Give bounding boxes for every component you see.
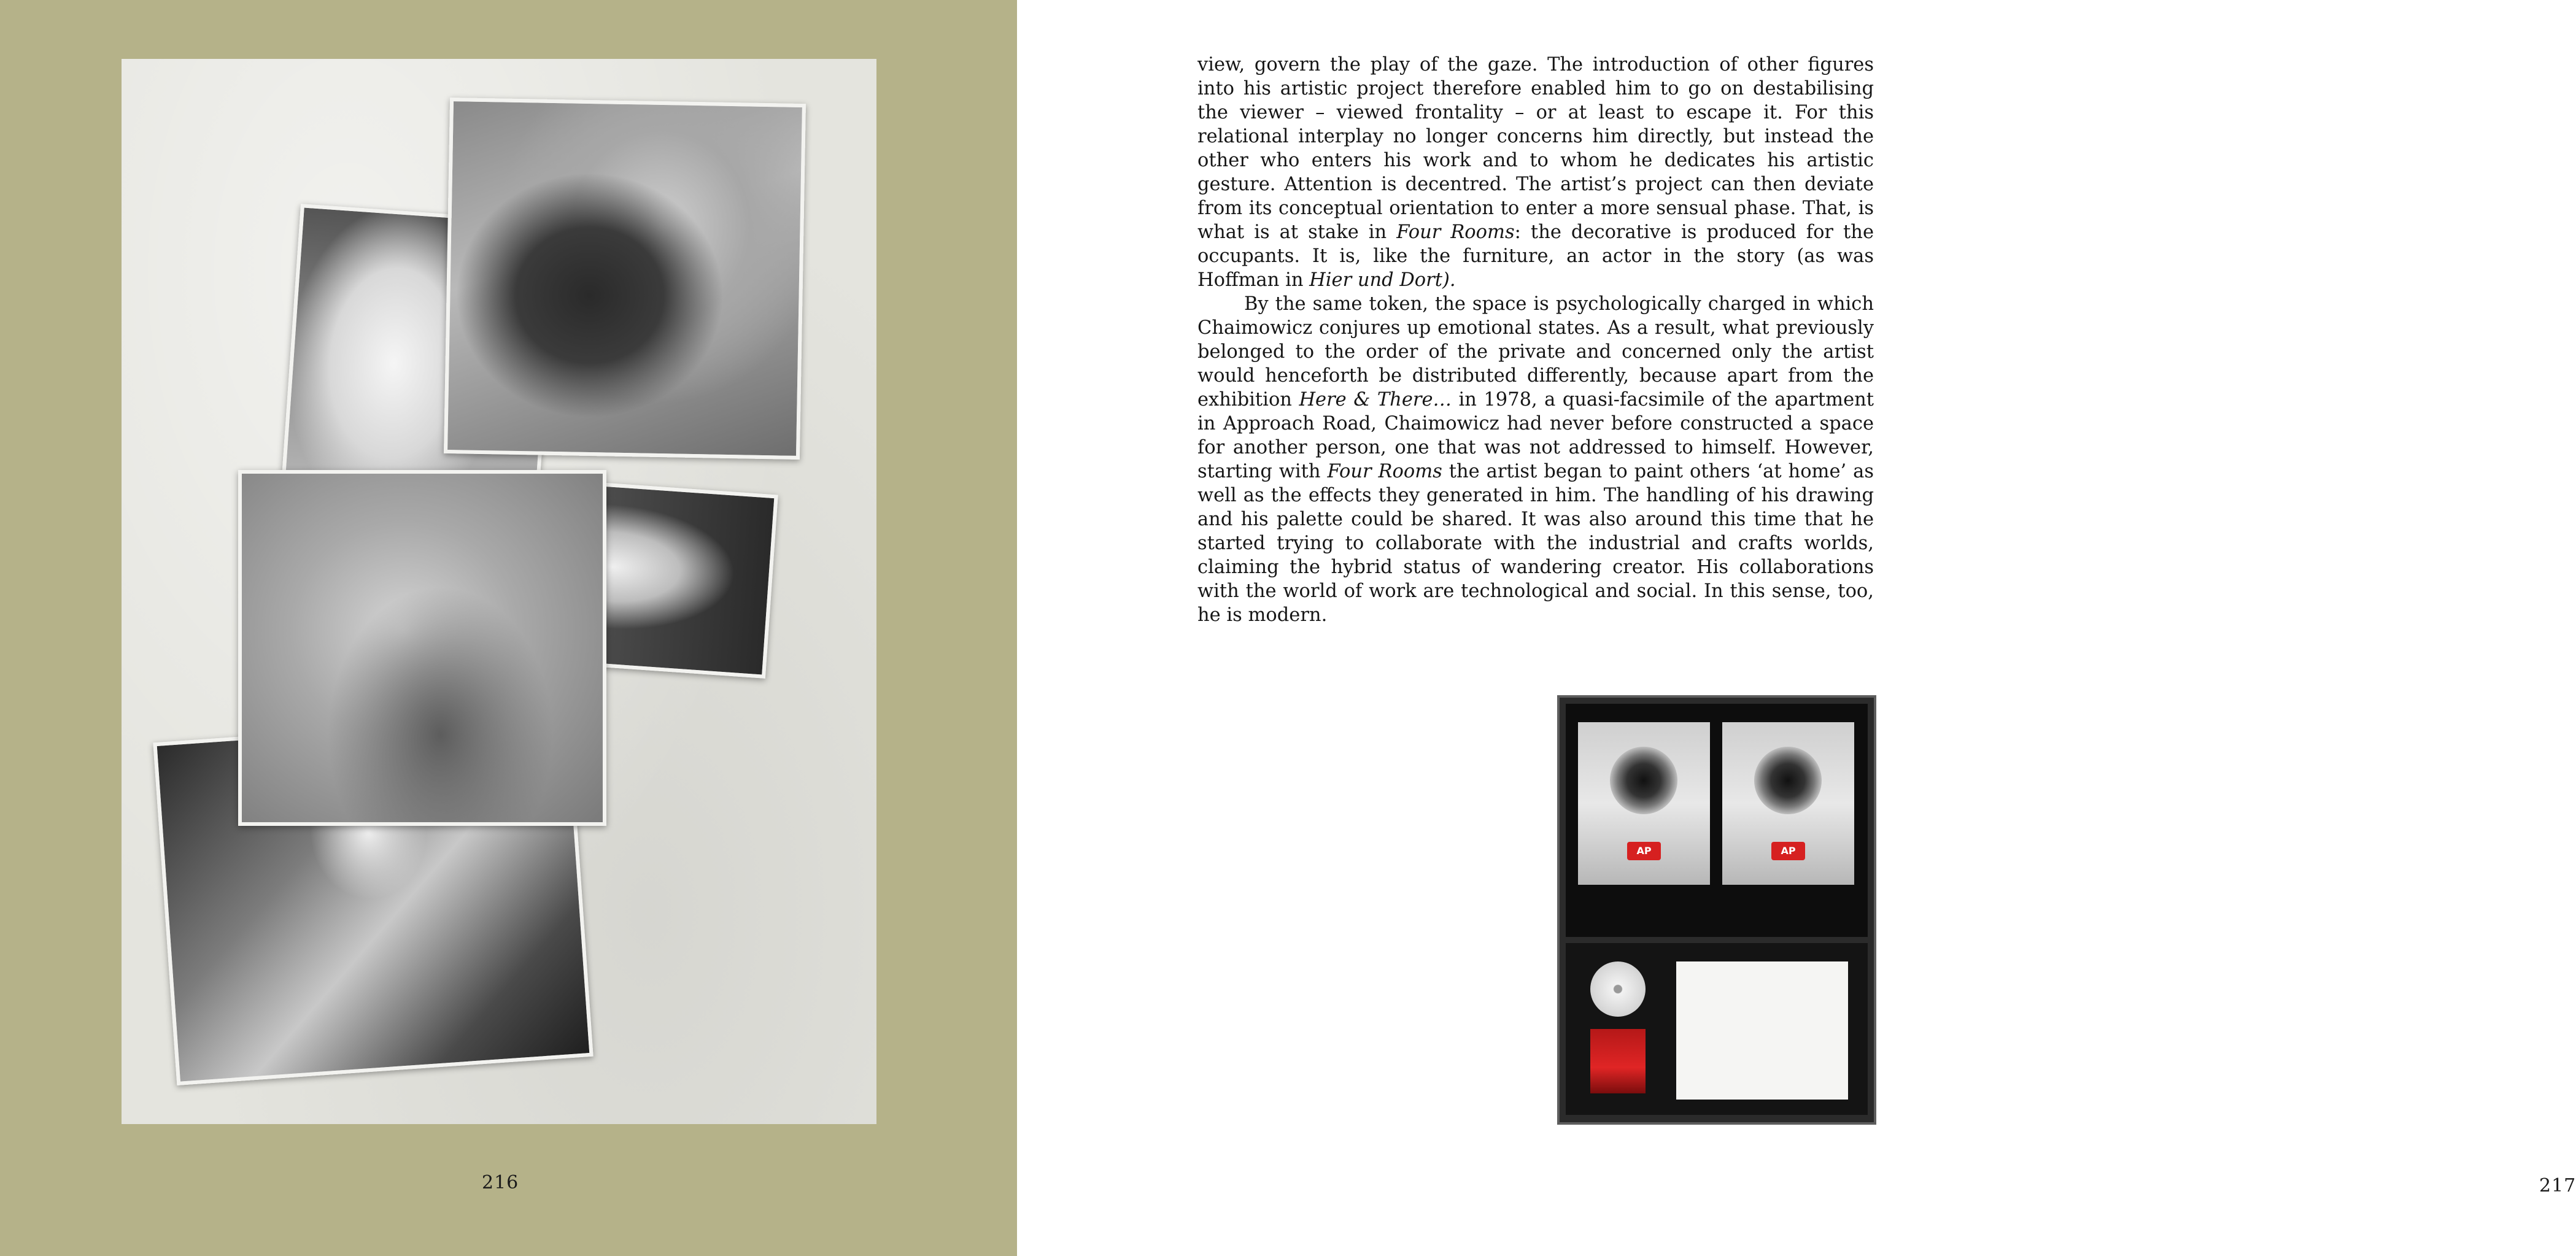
right-page bbox=[1017, 0, 2576, 1256]
box-tray bbox=[1566, 943, 1868, 1115]
lens-icon bbox=[1754, 747, 1822, 814]
title-four-rooms-2: Four Rooms bbox=[1327, 461, 1442, 482]
projector-card-right bbox=[1722, 722, 1854, 885]
ap-logo: AP bbox=[1627, 842, 1661, 860]
photo-collage bbox=[122, 59, 876, 1124]
left-page bbox=[0, 0, 1017, 1256]
lens-icon bbox=[1610, 747, 1677, 814]
booklet bbox=[1676, 961, 1848, 1100]
box-lid bbox=[1566, 704, 1868, 937]
page-number-left: 216 bbox=[482, 1172, 519, 1193]
box-object-photo bbox=[1557, 695, 1876, 1125]
ap-logo: AP bbox=[1771, 842, 1805, 860]
title-here-and-there: Here & There… bbox=[1299, 389, 1452, 410]
title-hier-und-dort: Hier und Dort). bbox=[1309, 269, 1456, 291]
body-text bbox=[1197, 53, 1874, 627]
nude-back-photo bbox=[238, 470, 606, 826]
paragraph-1: view, govern the play of the gaze. The introduction of other figures into his artistic project therefore enabled him to go on destabilising the viewer – viewed frontality – or at least to escape it. For this relational interplay no longer concerns him directly, but instead the other who enters his work and to whom he dedicates his artistic gesture. Attention is decentred. The artist’s project can then deviate from its conceptual orientation to enter a more sensual phase. That, is what is at stake in Four Rooms: the decorative is produced for the occupants. It is, like the furniture, an actor in the story (as was Hoffman in Hier und Dort). bbox=[1197, 54, 1874, 291]
page-number-right: 217 bbox=[2539, 1175, 2576, 1196]
embrace-photo bbox=[444, 98, 806, 460]
cd-cover bbox=[1590, 1029, 1646, 1093]
cd-disc bbox=[1590, 961, 1646, 1017]
projector-card-left bbox=[1578, 722, 1710, 885]
paragraph-2: By the same token, the space is psychologically charged in which Chaimowicz conjures up emotional states. As a result, what previously belonged to the order of the private and concerned only the artist would henceforth be distributed differently, because apart from the exhibition Here & There… in 1978, a quasi-facsimile of the apartment in Approach Road, Chaimowicz had never before constructed a space for another person, one that was not addressed to himself. However, starting with Four Rooms the artist began to paint others ‘at home’ as well as the effects they generated in him. The handling of his drawing and his palette could be shared. It was also around this time that he started trying to collaborate with the industrial and crafts worlds, claiming the hybrid status of wandering creator. His collaborations with the world of work are technological and social. In this sense, too, he is modern. bbox=[1197, 293, 1874, 626]
title-four-rooms: Four Rooms bbox=[1396, 222, 1515, 243]
